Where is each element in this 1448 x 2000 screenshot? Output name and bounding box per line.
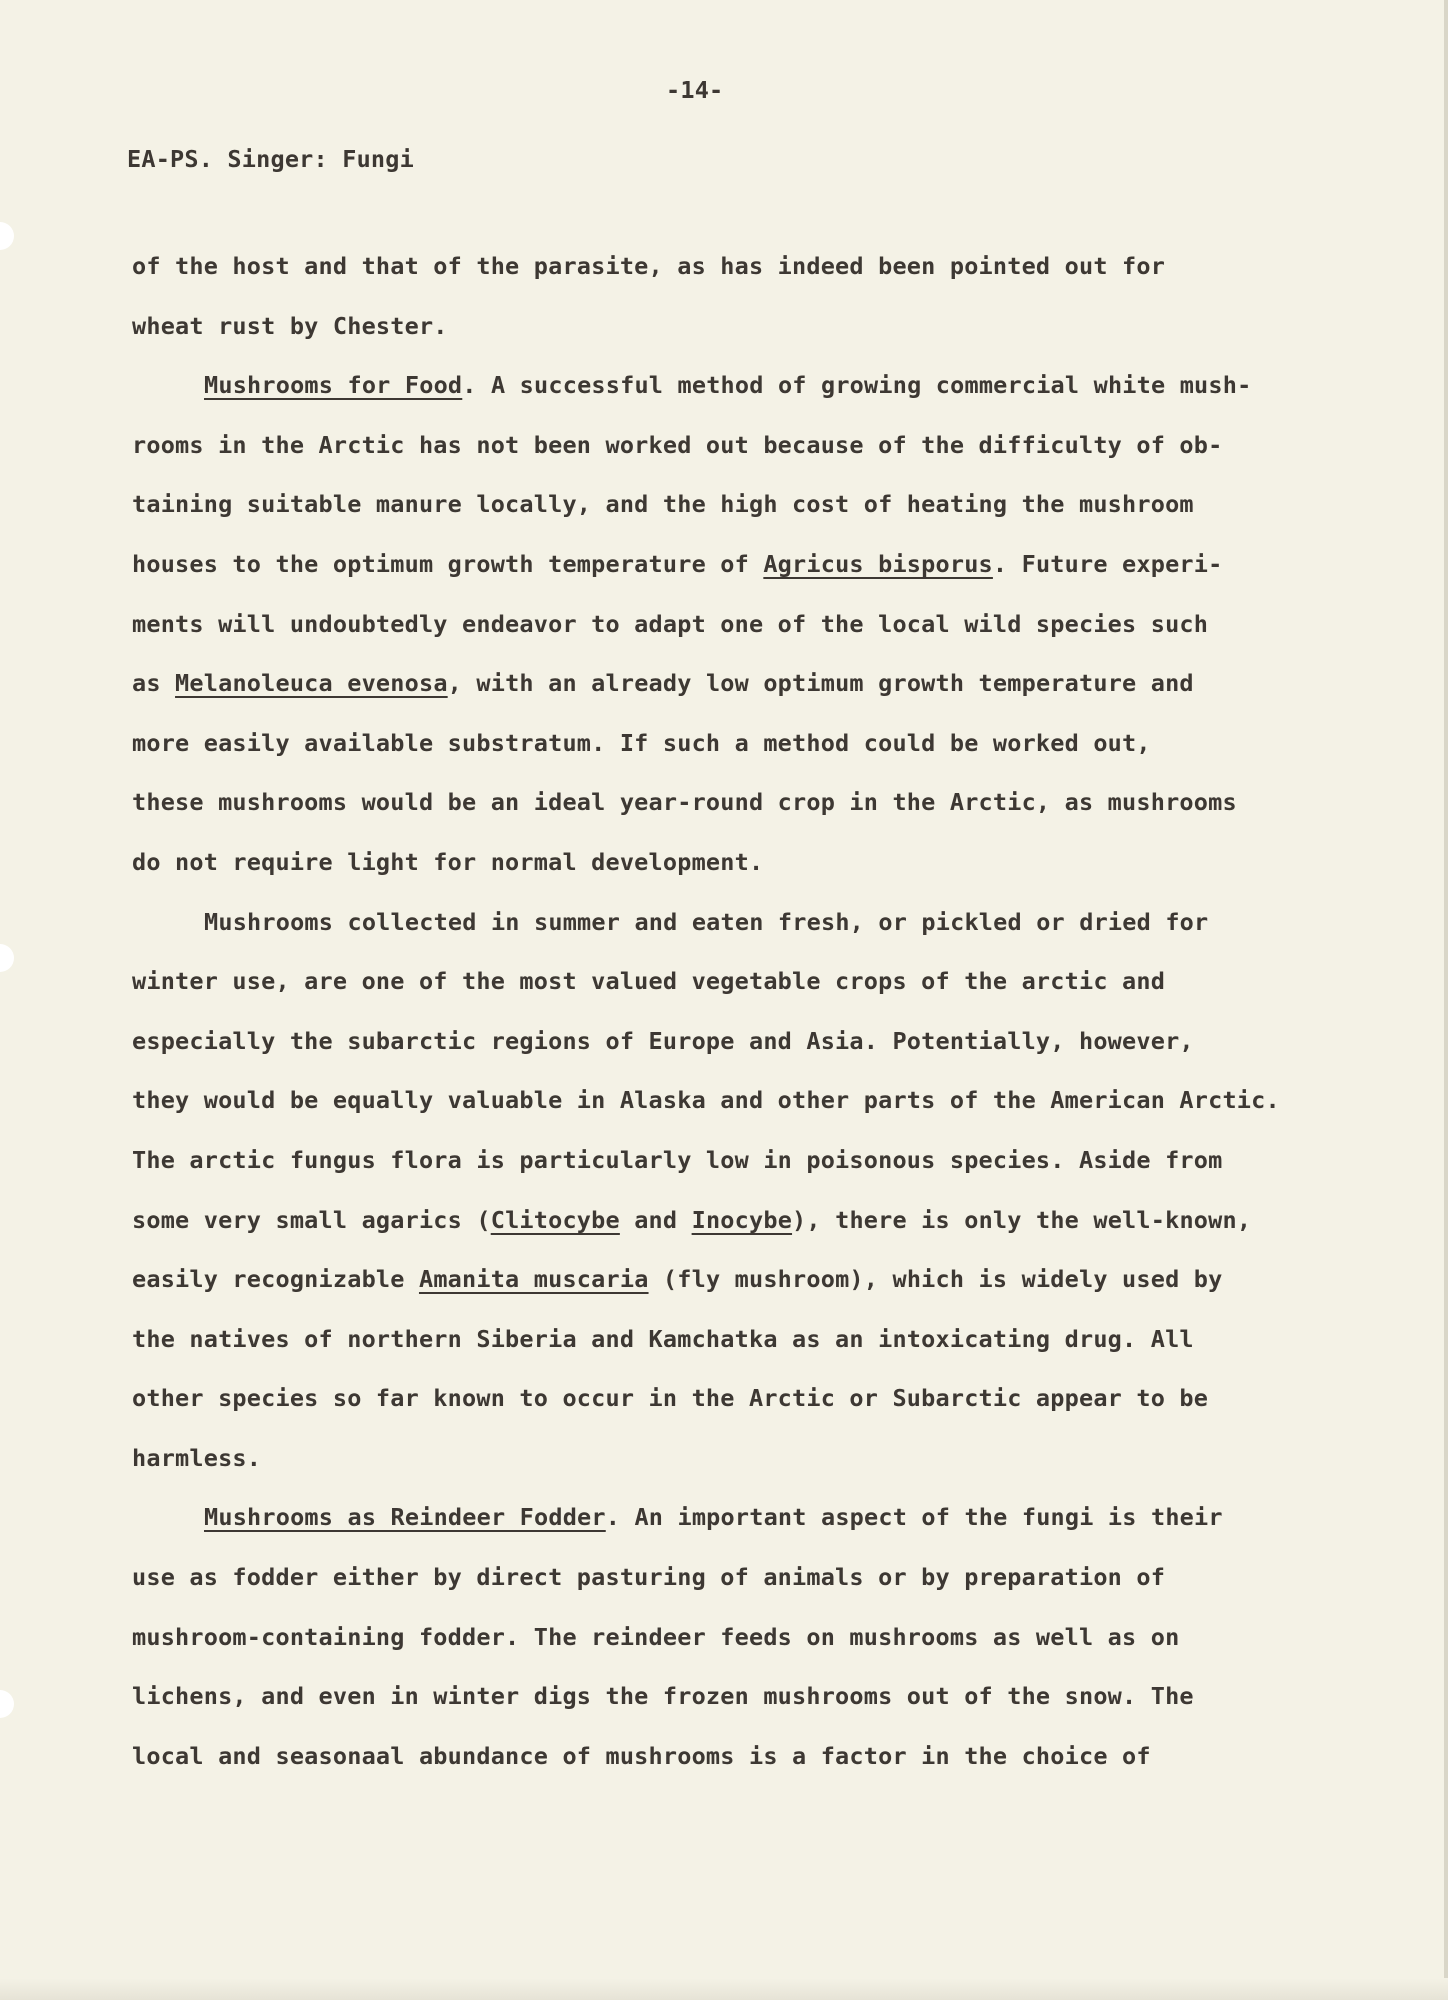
- text-line: [132, 1323, 1362, 1383]
- running-header: EA-PS. Singer: Fungi: [127, 145, 414, 173]
- body-text: [132, 250, 1362, 1799]
- text-run: they would be equally valuable in Alaska and other parts of the American Arctic.: [132, 1086, 1280, 1115]
- text-run: houses to the optimum growth temperature of: [132, 549, 764, 578]
- text-line: [132, 667, 1362, 727]
- text-line: [132, 1680, 1362, 1740]
- text-line: [132, 1204, 1362, 1264]
- text-line: [132, 1263, 1362, 1323]
- text-run: wheat rust by Chester.: [132, 311, 448, 340]
- punch-hole: [0, 1690, 14, 1718]
- text-run: as: [132, 669, 176, 698]
- text-line: [132, 846, 1362, 906]
- punch-hole: [0, 222, 14, 250]
- paragraph-start-line: [132, 906, 1362, 966]
- text-line: [132, 727, 1362, 787]
- page-number: -14-: [666, 76, 724, 104]
- text-run: The arctic fungus flora is particularly low in poisonous species. Aside from: [132, 1145, 1223, 1174]
- text-run: lichens, and even in winter digs the frozen mushrooms out of the snow. The: [132, 1682, 1194, 1711]
- text-line: [132, 1621, 1362, 1681]
- underlined-term: Clitocybe: [490, 1205, 620, 1234]
- text-run: Mushrooms collected in summer and eaten fresh, or pickled or dried for: [204, 907, 1209, 936]
- text-line: [132, 548, 1362, 608]
- underlined-term: Mushrooms as Reindeer Fodder: [204, 1503, 606, 1532]
- paragraph-start-line: [132, 1501, 1362, 1561]
- text-run: of the host and that of the parasite, as has indeed been pointed out for: [132, 252, 1166, 280]
- text-run: . An important aspect of the fungi is their: [605, 1503, 1223, 1532]
- text-run: more easily available substratum. If such a method could be worked out,: [132, 728, 1151, 757]
- text-line: [132, 965, 1362, 1025]
- text-run: other species so far known to occur in the Arctic or Subarctic appear to be: [132, 1384, 1209, 1413]
- text-line: [132, 1144, 1362, 1204]
- text-line: [132, 1561, 1362, 1621]
- text-run: especially the subarctic regions of Europe and Asia. Potentially, however,: [132, 1026, 1194, 1055]
- text-run: easily recognizable: [132, 1265, 419, 1294]
- text-run: ments will undoubtedly endeavor to adapt one of the local wild species such: [132, 609, 1209, 638]
- text-line: [132, 1084, 1362, 1144]
- text-line: [132, 488, 1362, 548]
- text-run: . Future experi-: [992, 549, 1223, 578]
- punch-hole: [0, 944, 14, 972]
- text-run: mushroom-containing fodder. The reindeer feeds on mushrooms as well as on: [132, 1622, 1180, 1651]
- text-line: [132, 608, 1362, 668]
- text-line: [132, 786, 1362, 846]
- text-run: winter use, are one of the most valued vegetable crops of the arctic and: [132, 967, 1166, 996]
- text-run: local and seasonaal abundance of mushrooms is a factor in the choice of: [132, 1741, 1151, 1770]
- underlined-term: Mushrooms for Food: [204, 371, 463, 400]
- text-line: [132, 1442, 1362, 1502]
- underlined-term: Inocybe: [691, 1205, 793, 1234]
- text-line: [132, 1025, 1362, 1085]
- text-run: taining suitable manure locally, and the high cost of heating the mushroom: [132, 490, 1194, 519]
- text-run: harmless.: [132, 1443, 262, 1472]
- page-edge: [0, 1978, 1448, 2000]
- text-line: [132, 429, 1362, 489]
- text-run: these mushrooms would be an ideal year-round crop in the Arctic, as mushrooms: [132, 788, 1237, 817]
- text-line: [132, 1382, 1362, 1442]
- text-line: [132, 1740, 1362, 1800]
- text-run: ), there is only the well-known,: [792, 1205, 1252, 1234]
- underlined-term: Amanita muscaria: [418, 1265, 649, 1294]
- text-run: , with an already low optimum growth temperature and: [447, 669, 1194, 698]
- text-run: use as fodder either by direct pasturing of animals or by preparation of: [132, 1563, 1166, 1592]
- underlined-term: Melanoleuca evenosa: [175, 669, 448, 698]
- page-edge: [1444, 0, 1448, 2000]
- text-line: [132, 250, 1362, 310]
- text-line: [132, 310, 1362, 370]
- text-run: . A successful method of growing commercial white mush-: [462, 371, 1252, 400]
- text-run: and: [619, 1205, 692, 1234]
- text-run: do not require light for normal development.: [132, 847, 764, 876]
- paragraph-start-line: [132, 369, 1362, 429]
- text-run: rooms in the Arctic has not been worked out because of the difficulty of ob-: [132, 430, 1223, 459]
- underlined-term: Agricus bisporus: [763, 549, 993, 578]
- text-run: (fly mushroom), which is widely used by: [648, 1265, 1223, 1294]
- text-run: some very small agarics (: [132, 1205, 491, 1234]
- text-run: the natives of northern Siberia and Kamchatka as an intoxicating drug. All: [132, 1324, 1194, 1353]
